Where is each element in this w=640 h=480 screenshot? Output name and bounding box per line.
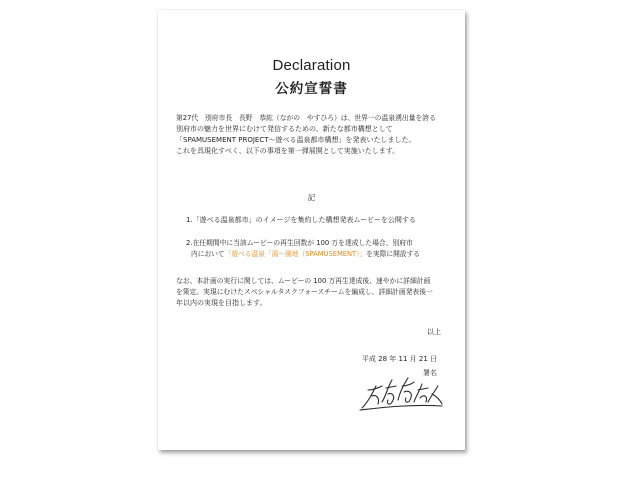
ijou-text: 以上: [427, 328, 441, 336]
item-2-highlight: 「遊べる温泉「湯～園地（SPAMUSEMENT）」: [224, 250, 367, 258]
date-text: 平成 28 年 11 月 21 日: [361, 355, 437, 363]
item-1: 1.「遊べる温泉都市」のイメージを集約した構想発表ムービーを公開する: [186, 216, 416, 224]
title-japanese: 公約宣誓書: [275, 81, 348, 97]
intro-line-2: 別府市の魅力を世界にむけて発信するための、新たな都市構想として: [176, 125, 393, 133]
handwritten-signature: [358, 372, 444, 412]
intro-line-3: 「SPAMUSEMENT PROJECT～遊べる温泉都市構想」を発表いたしました。: [176, 136, 416, 144]
intro-line-1: 第27代 別府市長 長野 恭紘（ながの やすひろ）は、世界一の温泉湧出量を誇る: [176, 114, 436, 122]
ki-heading: 記: [307, 193, 316, 202]
closing-line-3: 年以内の実現を目指します。: [176, 299, 267, 307]
item-2-line-2: [191, 249, 420, 259]
title-english: Declaration: [272, 57, 351, 74]
closing-line-2: を策定。実現にむけたスペシャルタスクフォースチームを編成し、詳細計画発表後一: [176, 288, 433, 296]
closing-line-1: なお、本計画の実行に関しては、ムービーの 100 万再生達成後、速やかに詳細計画: [176, 277, 431, 285]
item-2-prefix: 内において: [191, 250, 225, 258]
item-2-line-1: 2.在任期間中に当該ムービーの再生回数が 100 万を達成した場合、別府市: [186, 239, 413, 247]
intro-line-4: これを具現化すべく、以下の事項を第一弾展開として実施いたします。: [176, 147, 400, 155]
declaration-document: [158, 10, 465, 450]
item-2-suffix: を実際に開設する: [366, 250, 420, 258]
signature-label: 署名: [423, 369, 437, 377]
